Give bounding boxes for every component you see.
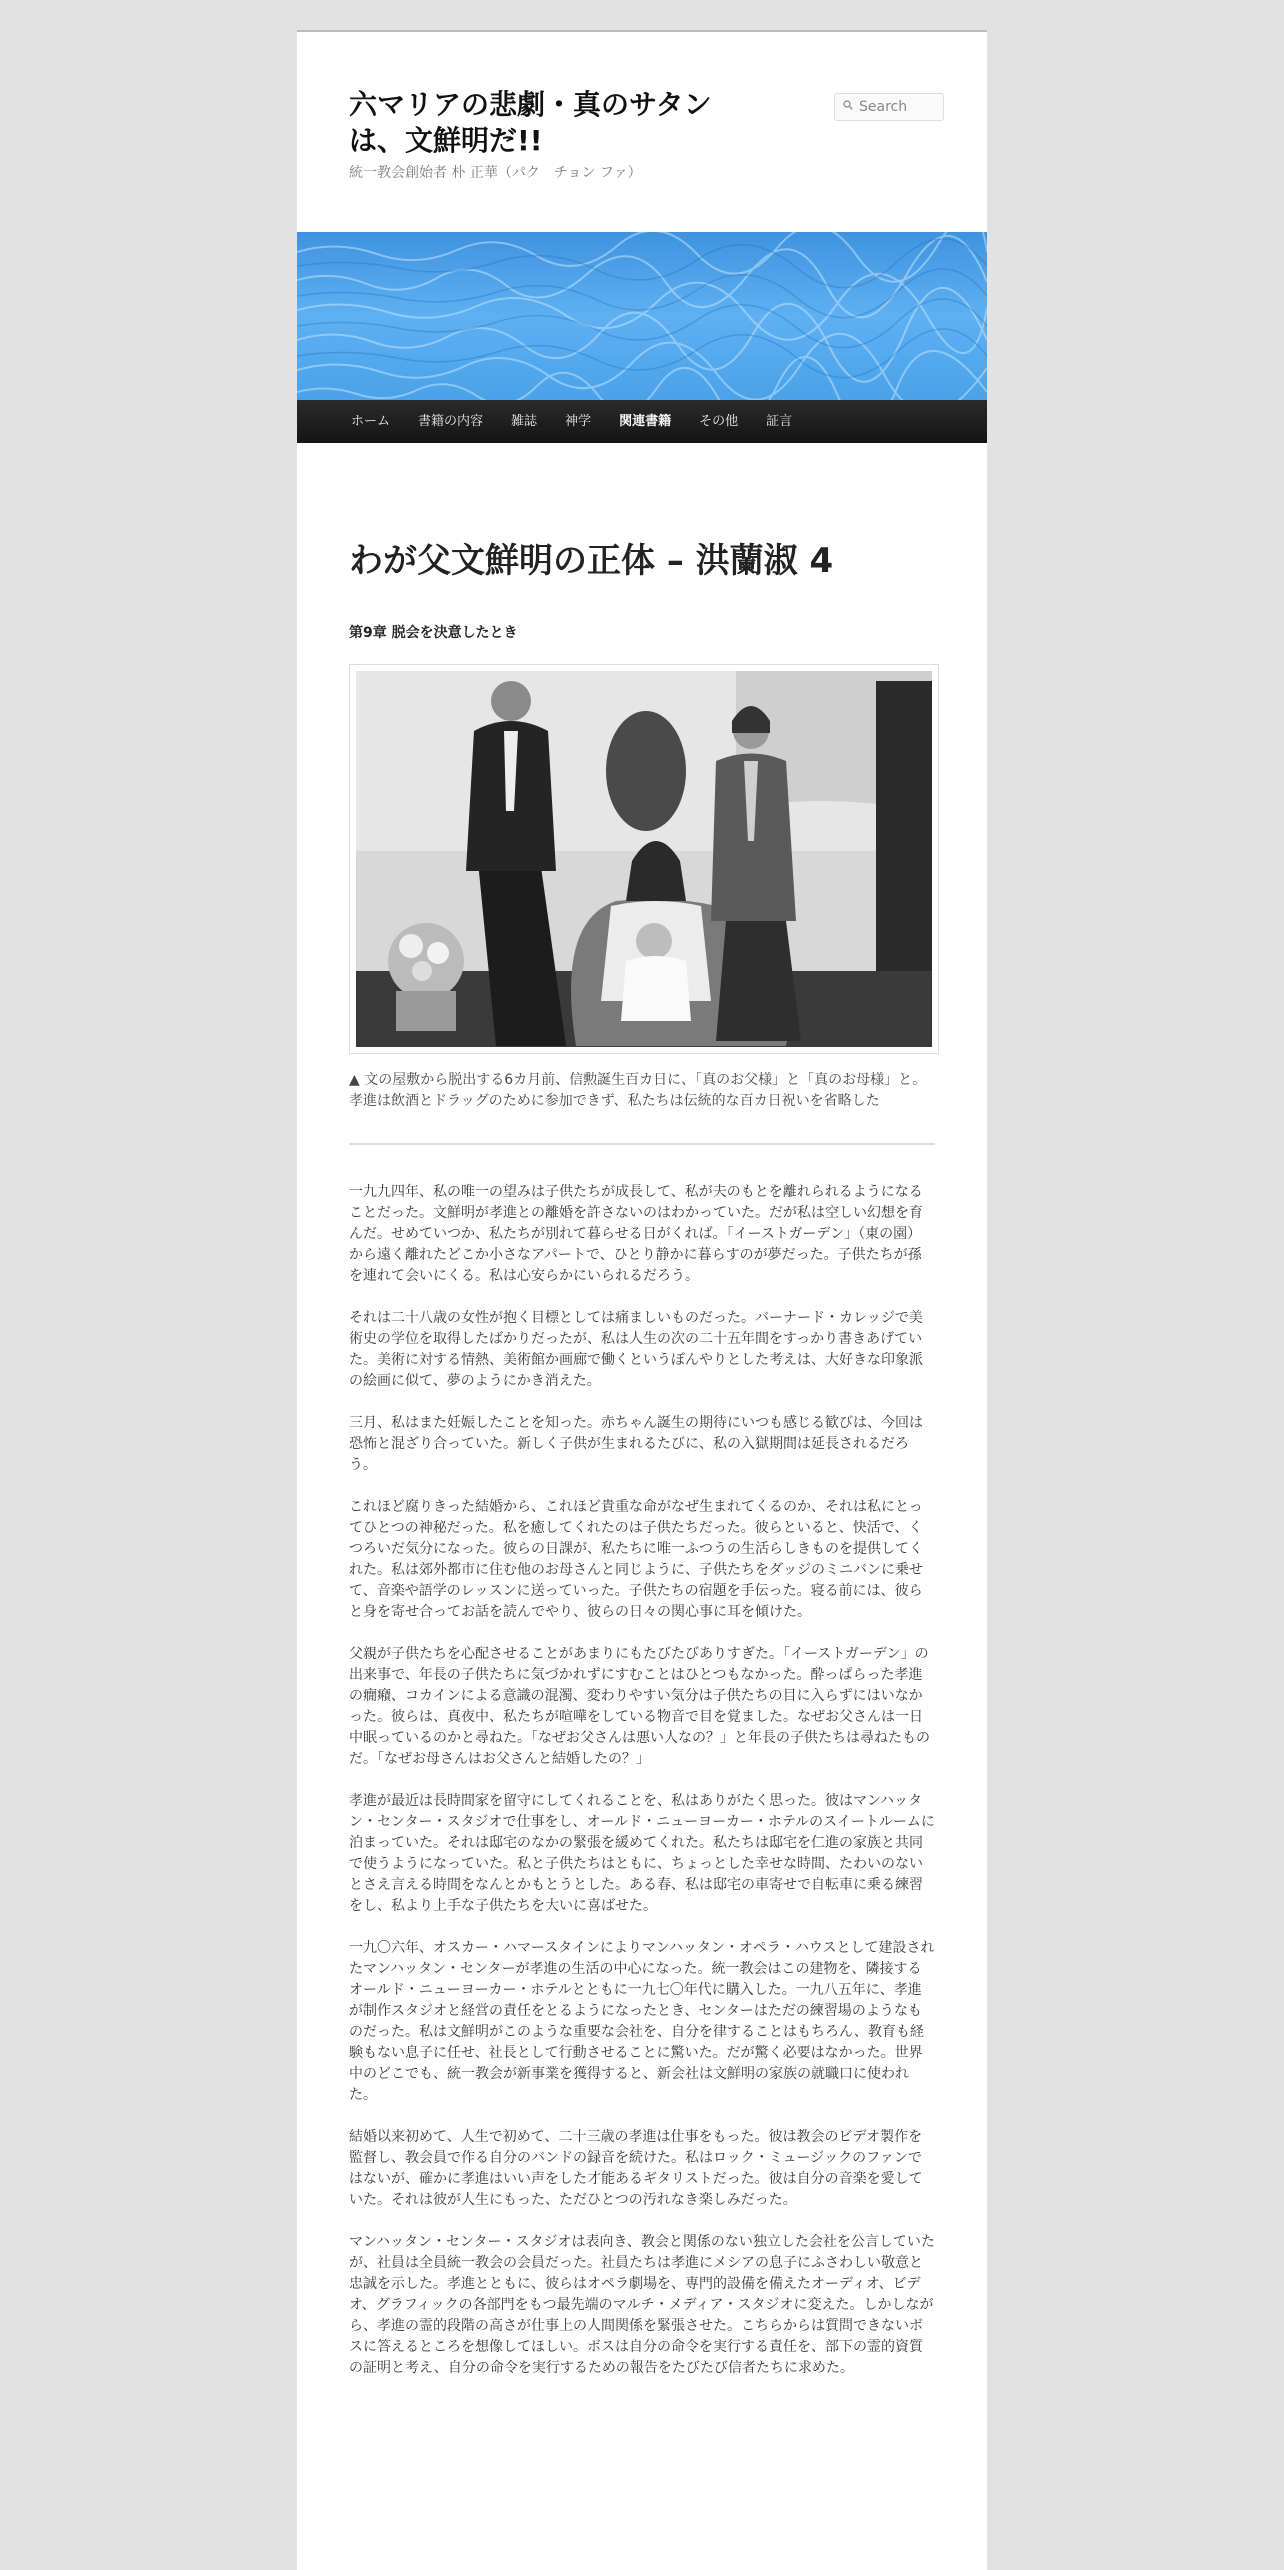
site-title[interactable]: 六マリアの悲劇・真のサタンは、文鮮明だ!! [349,88,712,157]
nav-item-book-contents[interactable]: 書籍の内容 [418,414,484,429]
nav-item-home[interactable]: ホーム [351,414,391,429]
photo-caption: ▲ 文の屋敷から脱出する6カ月前、信勲誕生百カ日に、「真のお父様」と「真のお母様」と。孝進は飲酒とドラッグのために参加できず、私たちは伝統的な百カ日祝いを省略した [349,1072,927,1109]
paragraph-3: 三月、私はまた妊娠したことを知った。赤ちゃん誕生の期待にいつも感じる歓びは、今回は恐怖と混ざり合っていた。新しく子供が生まれるたびに、私の入獄期間は延長されるだろう。 [349,1415,923,1473]
paragraph-6: 孝進が最近は長時間家を留守にしてくれることを、私はありがたく思った。彼はマンハッタン・センター・スタジオで仕事をし、オールド・ニューヨーカー・ホテルのスイートルームに泊まっていた。それは邸宅のなかの緊張を緩めてくれた。私たちは邸宅を仁進の家族と共同で使うようになっていた。私と子供たちはともに、ちょっとした幸せな時間、たわいのないとさえ言える時間をなんとかもとうとした。ある春、私は邸宅の車寄せで自転車に乗る練習をし、私より上手な子供たちを大いに喜ばせた。 [349,1793,935,1914]
search-input[interactable] [859,97,939,117]
post-body [349,1182,935,2400]
paragraph-4: これほど腐りきった結婚から、これほど貴重な命がなぜ生まれてくるのか、それは私にとってひとつの神秘だった。私を癒してくれたのは子供たちだった。彼らといると、快活で、くつろいだ気分になった。彼らの日課が、私たちに唯一ふつうの生活らしきものを提供してくれた。私は郊外都市に住む他のお母さんと同じように、子供たちをダッジのミニバンに乗せて、音楽や語学のレッスンに送っていった。子供たちの宿題を手伝った。寝る前には、彼らと身を寄せ合ってお話を読んでやり、彼らの日々の関心事に耳を傾けた。 [349,1499,923,1620]
paragraph-2: それは二十八歳の女性が抱く目標としては痛ましいものだった。バーナード・カレッジで美術史の学位を取得したばかりだったが、私は人生の次の二十五年間をすっかり書きあげていた。美術に対する情熱、美術館か画廊で働くというぼんやりとした考えは、大好きな印象派の絵画に似て、夢のようにかき消えた。 [349,1310,923,1389]
nav-item-other[interactable]: その他 [699,414,739,429]
nav-item-related-books[interactable]: 関連書籍 [619,414,672,429]
paragraph-1: 一九九四年、私の唯一の望みは子供たちが成長して、私が夫のもとを離れられるようになることだった。文鮮明が孝進との離婚を許さないのはわかっていた。だが私は空しい幻想を育んだ。せめていつか、私たちが別れて暮らせる日がくれば。「イーストガーデン」（東の園）から遠く離れたどこか小さなアパートで、ひとり静かに暮らすのが夢だった。子供たちが孫を連れて会いにくる。私は心安らかにいられるだろう。 [349,1184,923,1284]
divider [349,1143,935,1145]
site-description: 統一教会創始者 朴 正華（パク チョン ファ） [349,165,642,181]
page-container [297,30,987,2570]
paragraph-7: 一九〇六年、オスカー・ハマースタインによりマンハッタン・オペラ・ハウスとして建設されたマンハッタン・センターが孝進の生活の中心になった。統一教会はこの建物を、隣接するオールド・ニューヨーカー・ホテルとともに一九七〇年代に購入した。一九八五年に、孝進が制作スタジオと経営の責任をとるようになったとき、センターはただの練習場のようなものだった。私は文鮮明がこのような重要な会社を、自分を律することはもちろん、教育も経験もない息子に任せ、社長として行動させることに驚いた。だが驚く必要はなかった。世界中のどこでも、統一教会が新事業を獲得すると、新会社は文鮮明の家族の就職口に使われた。 [349,1940,935,2103]
search-box[interactable] [834,93,944,121]
nav-item-theology[interactable]: 神学 [565,414,592,429]
main-navigation [297,400,987,443]
chapter-heading: 第9章 脱会を決意したとき [349,625,518,641]
search-icon [843,100,853,110]
paragraph-8: 結婚以来初めて、人生で初めて、二十三歳の孝進は仕事をもった。彼は教会のビデオ製作を監督し、教会員で作る自分のバンドの録音を続けた。私はロック・ミュージックのファンではないが、確かに孝進はいい声をした才能あるギタリストだった。彼は自分の音楽を愛していた。それは彼が人生にもった、ただひとつの汚れなき楽しみだった。 [349,2129,923,2208]
family-photo-image [356,671,932,1047]
paragraph-9: マンハッタン・センター・スタジオは表向き、教会と関係のない独立した会社を公言していたが、社員は全員統一教会の会員だった。社員たちは孝進にメシアの息子にふさわしい敬意と忠誠を示した。孝進とともに、彼らはオペラ劇場を、専門的設備を備えたオーディオ、ビデオ、グラフィックの各部門をもつ最先端のマルチ・メディア・スタジオに変えた。しかしながら、孝進の霊的段階の高さが仕事上の人間関係を緊張させた。こちらからは質問できないボスに答えるところを想像してほしい。ボスは自分の命令を実行する責任を、部下の霊的資質の証明と考え、自分の命令を実行するための報告をたびたび信者たちに求めた。 [349,2234,935,2376]
post-photo [349,664,939,1054]
post-title[interactable]: わが父文鮮明の正体 – 洪蘭淑 4 [349,541,834,581]
nav-item-magazine[interactable]: 雑誌 [511,414,538,429]
nav-item-testimony[interactable]: 証言 [766,414,793,429]
paragraph-5: 父親が子供たちを心配させることがあまりにもたびたびありすぎた。「イーストガーデン」の出来事で、年長の子供たちに気づかれずにすむことはひとつもなかった。酔っぱらった孝進の癇癪、コカインによる意識の混濁、変わりやすい気分は子供たちの目に入らずにはいなかった。彼らは、真夜中、私たちが喧嘩をしている物音で目を覚ました。なぜお父さんは一日中眠っているのかと尋ねた。「なぜお父さんは悪い人なの？」と年長の子供たちは尋ねたものだ。「なぜお母さんはお父さんと結婚したの？」 [349,1646,930,1767]
header-banner-image [297,232,987,400]
